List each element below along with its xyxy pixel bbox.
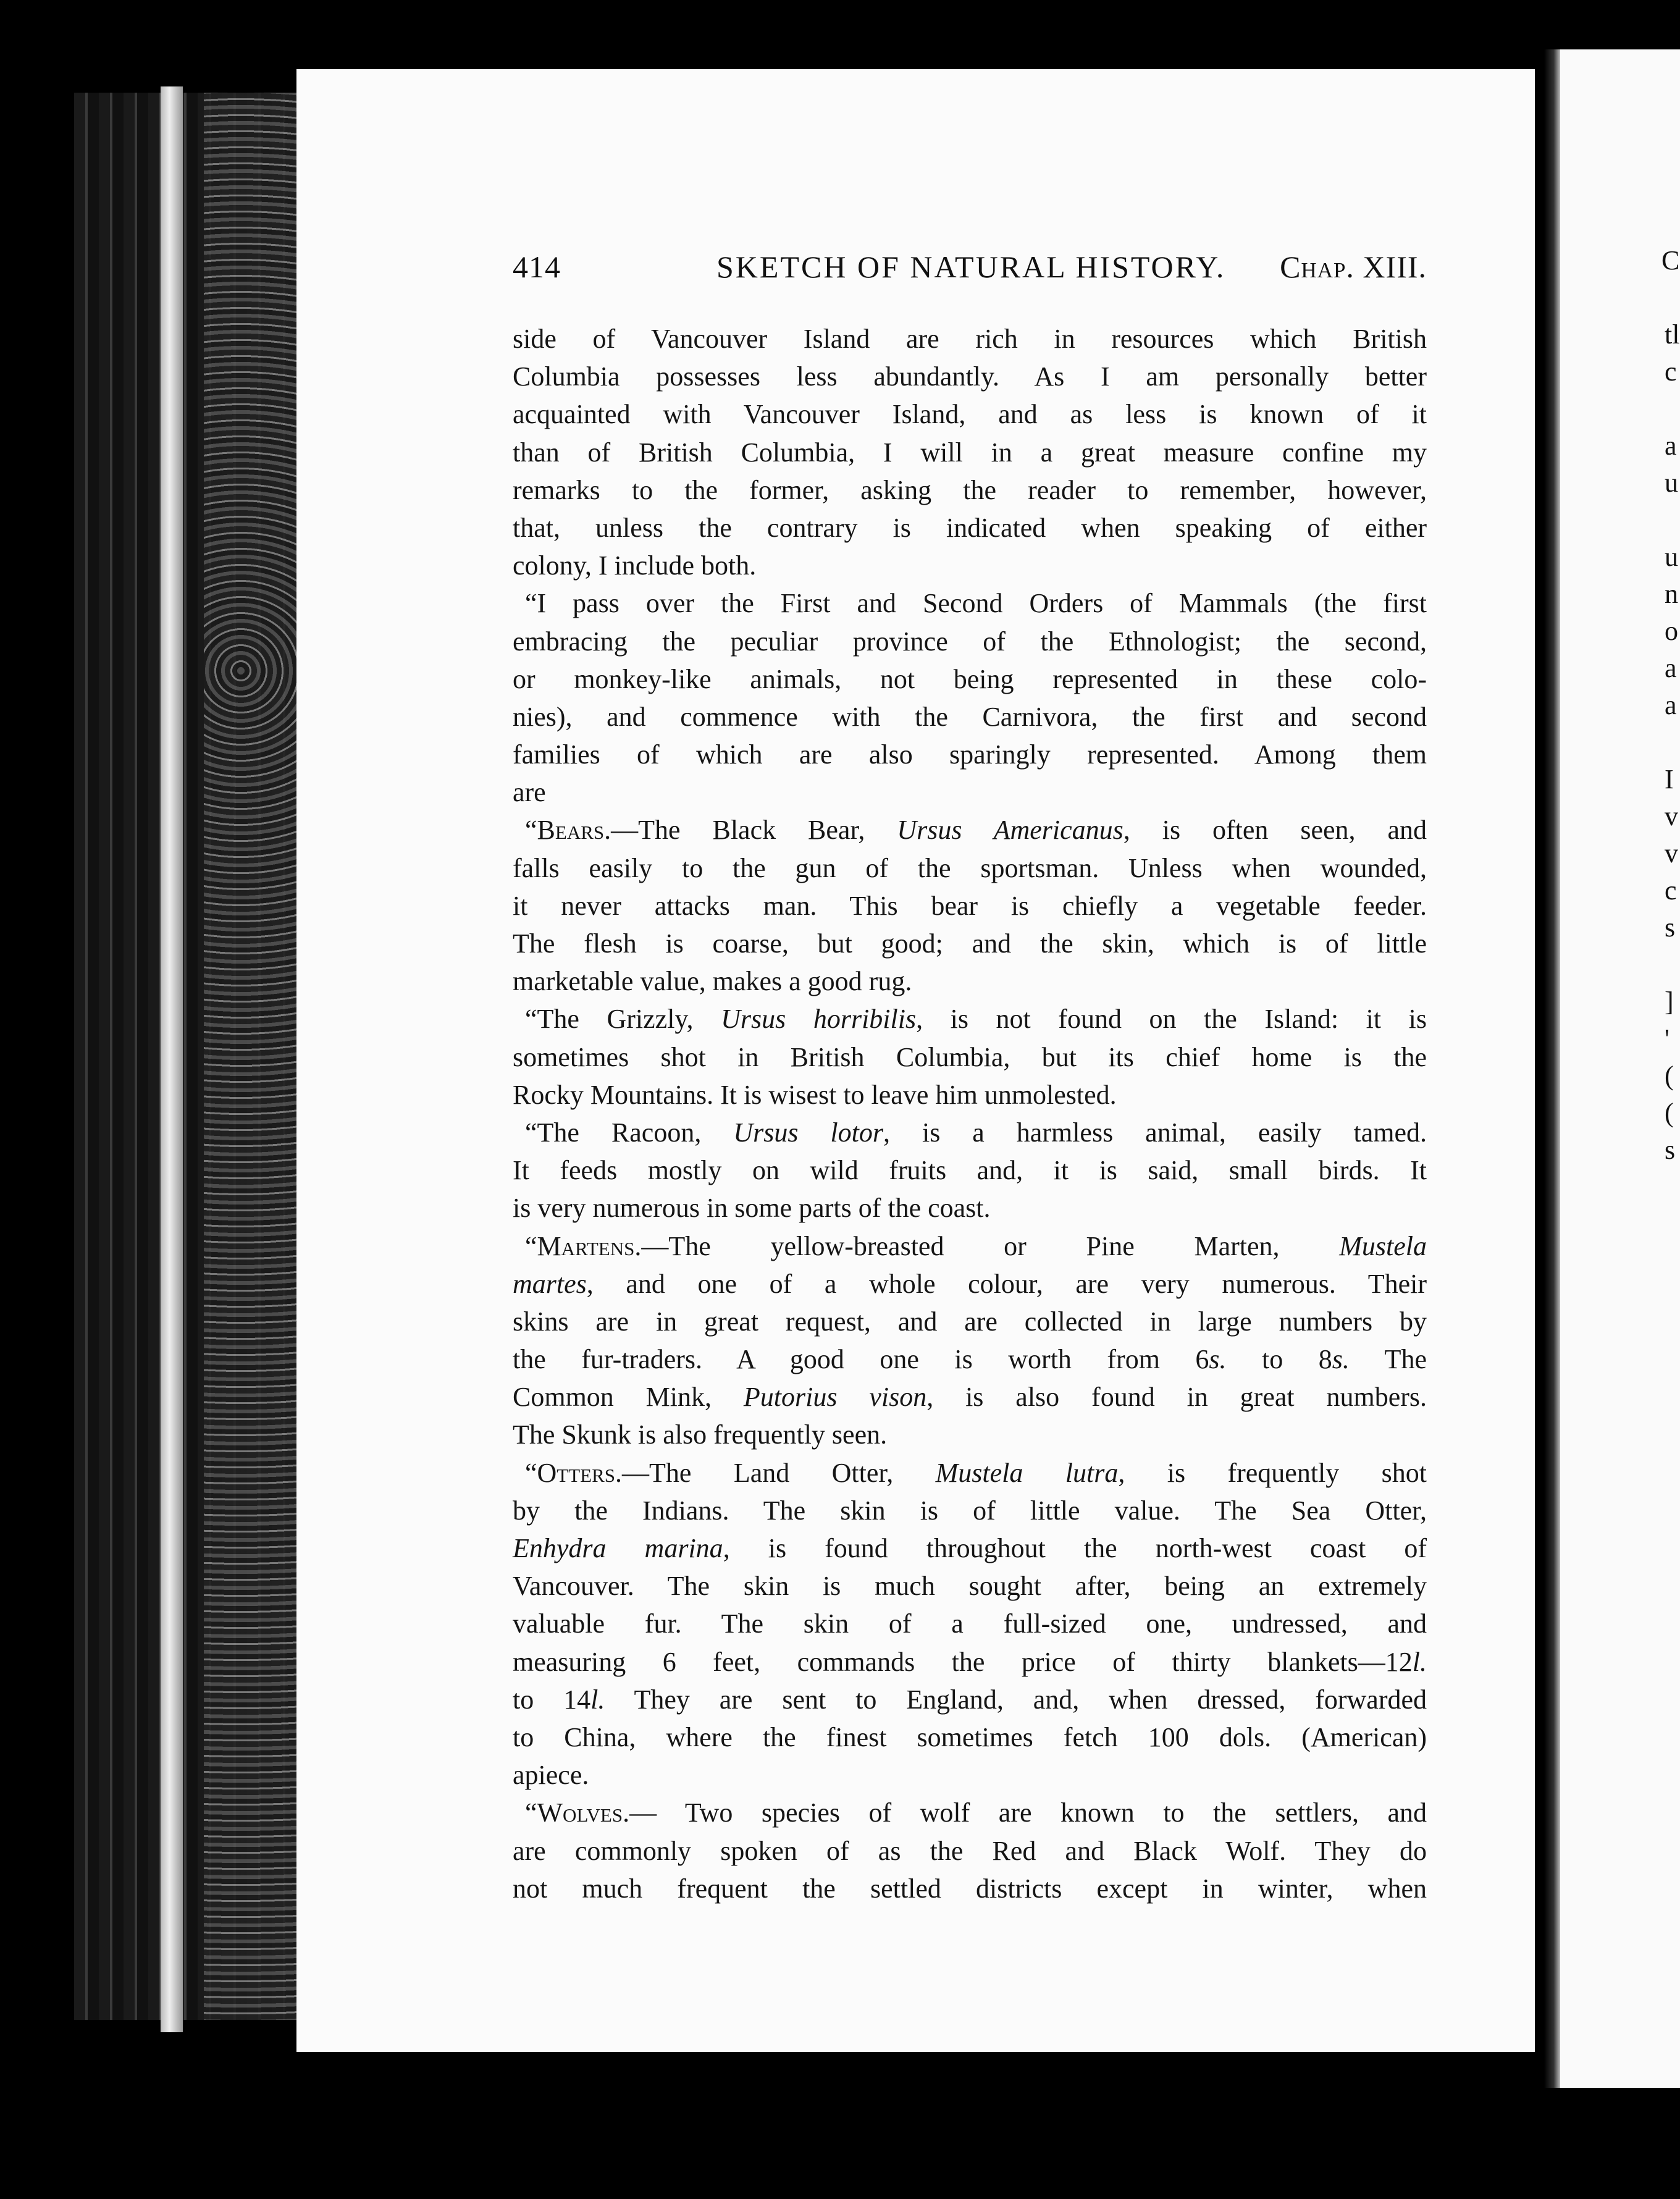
text-line: colony, I include both. <box>513 550 757 581</box>
text-line: “Martens.—The yellow-breasted or Pine Marten, Mustela <box>525 1230 1427 1261</box>
text-line: or monkey-like animals, not being represented in these colo- <box>513 663 1427 694</box>
facing-page-fragment: c <box>1665 356 1677 387</box>
text-line: skins are in great request, and are collected in large numbers by <box>513 1306 1427 1337</box>
text-line: to 14l. They are sent to England, and, when dressed, forwarded <box>513 1684 1427 1715</box>
facing-page-fragment: a <box>1665 690 1677 720</box>
text-line: Rocky Mountains. It is wisest to leave him unmolested. <box>513 1079 1117 1110</box>
text-line: Vancouver. The skin is much sought after, being an extremely <box>513 1571 1427 1602</box>
facing-page-fragment: c <box>1665 875 1677 906</box>
page-number: 414 <box>513 250 561 284</box>
text-line: Enhydra marina, is found throughout the north-west coast of <box>513 1533 1427 1563</box>
text-line: “The Racoon, Ursus lotor, is a harmless animal, easily tamed. <box>525 1117 1427 1148</box>
text-line: Columbia possesses less abundantly. As I am personally better <box>513 361 1427 392</box>
facing-page-fragment: u <box>1665 468 1678 498</box>
text-line: “I pass over the First and Second Orders of Mammals (the first <box>525 588 1427 619</box>
facing-page-fragment: n <box>1665 579 1678 609</box>
text-line: The flesh is coarse, but good; and the skin, which is of little <box>513 928 1427 959</box>
facing-page-fragment: s <box>1665 1135 1676 1165</box>
facing-page-fragment: ' <box>1665 1024 1670 1054</box>
text-line: are commonly spoken of as the Red and Black Wolf. They do <box>513 1835 1427 1866</box>
text-line: to China, where the finest sometimes fetch 100 dols. (American) <box>513 1722 1427 1752</box>
facing-page-fragment: v <box>1665 838 1678 868</box>
chapter-label: Chap. XIII. <box>1280 250 1427 284</box>
text-line: falls easily to the gun of the sportsman. Unless when wounded, <box>513 852 1427 883</box>
text-line: Common Mink, Putorius vison, is also found in great numbers. <box>513 1382 1427 1413</box>
text-line: apiece. <box>513 1760 589 1791</box>
text-line: sometimes shot in British Columbia, but its chief home is the <box>513 1041 1427 1072</box>
text-line: The Skunk is also frequently seen. <box>513 1419 888 1450</box>
facing-page-fragment: ] <box>1665 986 1674 1017</box>
facing-page-fragment: s <box>1665 912 1676 943</box>
running-header <box>513 249 1427 292</box>
facing-page-fragment: o <box>1665 616 1678 646</box>
text-line: families of which are also sparingly represented. Among them <box>513 739 1427 770</box>
text-line: embracing the peculiar province of the Ethnologist; the second, <box>513 626 1427 657</box>
facing-page-edge <box>1544 49 1680 2088</box>
text-line: “Otters.—The Land Otter, Mustela lutra, is frequently shot <box>525 1457 1427 1488</box>
text-line: are <box>513 777 546 808</box>
text-line: it never attacks man. This bear is chiefly a vegetable feeder. <box>513 890 1427 921</box>
text-line: measuring 6 feet, commands the price of thirty blankets—12l. <box>513 1646 1427 1677</box>
text-line: acquainted with Vancouver Island, and as less is known of it <box>513 399 1427 430</box>
facing-page-fragment: ( <box>1665 1061 1674 1091</box>
body-text <box>513 320 1427 1907</box>
text-line: “Bears.—The Black Bear, Ursus Americanus, is often seen, and <box>525 815 1427 846</box>
text-line: martes, and one of a whole colour, are very numerous. Their <box>513 1268 1427 1299</box>
text-line: “Wolves.— Two species of wolf are known to the settlers, and <box>525 1797 1427 1828</box>
text-line: is very numerous in some parts of the coast. <box>513 1193 991 1224</box>
facing-page-fragment: I <box>1665 764 1674 794</box>
text-line: the fur-traders. A good one is worth from 6s. to 8s. The <box>513 1344 1427 1375</box>
marbled-endpaper <box>204 93 296 2020</box>
facing-page-fragment: u <box>1665 542 1678 572</box>
facing-page-fragment: a <box>1665 431 1677 461</box>
text-line: by the Indians. The skin is of little value. The Sea Otter, <box>513 1495 1427 1526</box>
running-title: SKETCH OF NATURAL HISTORY. <box>716 250 1226 284</box>
text-line: marketable value, makes a good rug. <box>513 966 912 997</box>
text-line: that, unless the contrary is indicated when speaking of either <box>513 512 1427 543</box>
text-line: than of British Columbia, I will in a great measure confine my <box>513 437 1427 468</box>
text-line: It feeds mostly on wild fruits and, it is said, small birds. It <box>513 1155 1427 1186</box>
facing-page-fragment: v <box>1665 801 1678 831</box>
text-line: valuable fur. The skin of a full-sized one, undressed, and <box>513 1608 1427 1639</box>
text-line: “The Grizzly, Ursus horribilis, is not found on the Island: it is <box>525 1004 1427 1035</box>
text-line: side of Vancouver Island are rich in resources which British <box>513 324 1427 354</box>
text-line: nies), and commence with the Carnivora, the first and second <box>513 701 1427 732</box>
text-line: remarks to the former, asking the reader to remember, however, <box>513 474 1427 505</box>
facing-page-fragment: a <box>1665 653 1677 683</box>
spine-shadow <box>1544 49 1560 2088</box>
facing-page-fragment: ( <box>1665 1098 1674 1128</box>
facing-page-fragment: tl <box>1665 319 1680 350</box>
text-line: not much frequent the settled districts except in winter, when <box>513 1873 1427 1904</box>
page-edge-strip <box>161 86 183 2032</box>
facing-page-fragment: C <box>1661 245 1680 275</box>
